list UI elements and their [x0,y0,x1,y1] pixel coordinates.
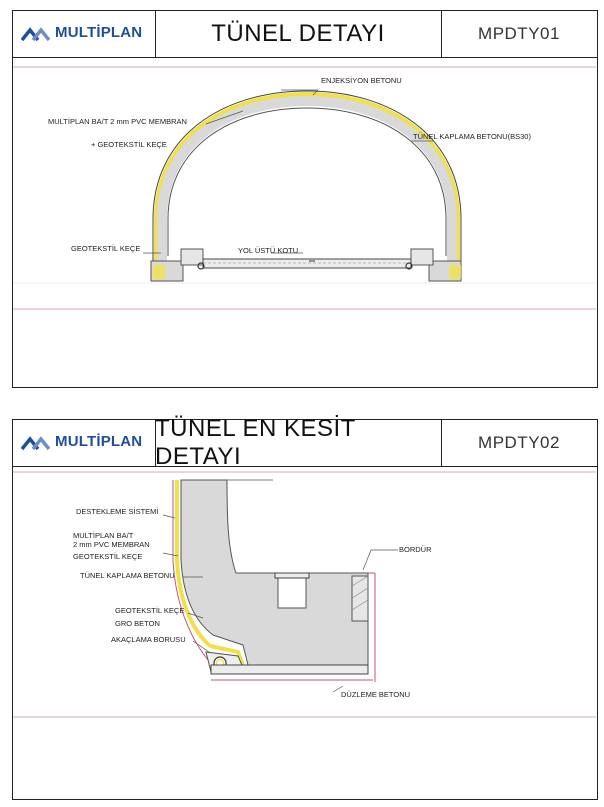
brand-name: MULTİPLAN [55,433,143,450]
label-geotekstil-1: GEOTEKSTİL KEÇE [73,552,143,561]
curb-right [411,249,433,265]
label-duzleme: DÜZLEME BETONU [341,690,411,699]
label-destekleme: DESTEKLEME SİSTEMİ [76,507,159,516]
label-enjeksiyon: ENJEKSİYON BETONU [321,76,402,85]
label-membran: MULTİPLAN BA/T 2 mm PVC MEMBRAN [48,117,187,126]
sheet-2-code: MPDTY02 [478,433,560,452]
label-geotekstil-2: GEOTEKSTİL KEÇE [115,606,185,615]
levelling-concrete [211,665,368,674]
label-kaplama: TÜNEL KAPLAMA BETONU(BS30) [413,132,531,141]
sheet-1-title: TÜNEL DETAYI [155,11,442,57]
tunnel-cross-section-drawing [13,420,596,798]
drawing-sheet-2 [12,415,598,800]
label-membran-1: MULTİPLAN BA/T [73,531,134,540]
label-akaclama: AKAÇLAMA BORUSU [111,635,186,644]
label-geotekstil: GEOTEKSTİL KEÇE [71,244,141,253]
label-membran-keçe: + GEOTEKSTİL KEÇE [91,140,167,149]
tunnel-section-drawing [13,11,596,386]
label-yol: YOL ÜSTÜ KOTU [238,246,299,255]
duct-opening [278,578,306,608]
road-slab [203,259,411,268]
drawing-sheet-1 [12,10,598,388]
sheet-2-title: TÜNEL EN KESİT DETAYI [155,420,442,466]
curb [352,576,368,621]
lining-concrete [162,101,452,267]
tunnel-outer-line [153,91,461,269]
label-bordur: BORDÜR [399,545,432,554]
sheet-1-code: MPDTY01 [478,24,560,43]
brand-name: MULTİPLAN [55,24,143,41]
label-kaplama: TÜNEL KAPLAMA BETONU [80,571,175,580]
label-membran-2: 2 mm PVC MEMBRAN [73,540,150,549]
label-gro: GRO BETON [115,619,160,628]
curb-left [181,249,203,265]
